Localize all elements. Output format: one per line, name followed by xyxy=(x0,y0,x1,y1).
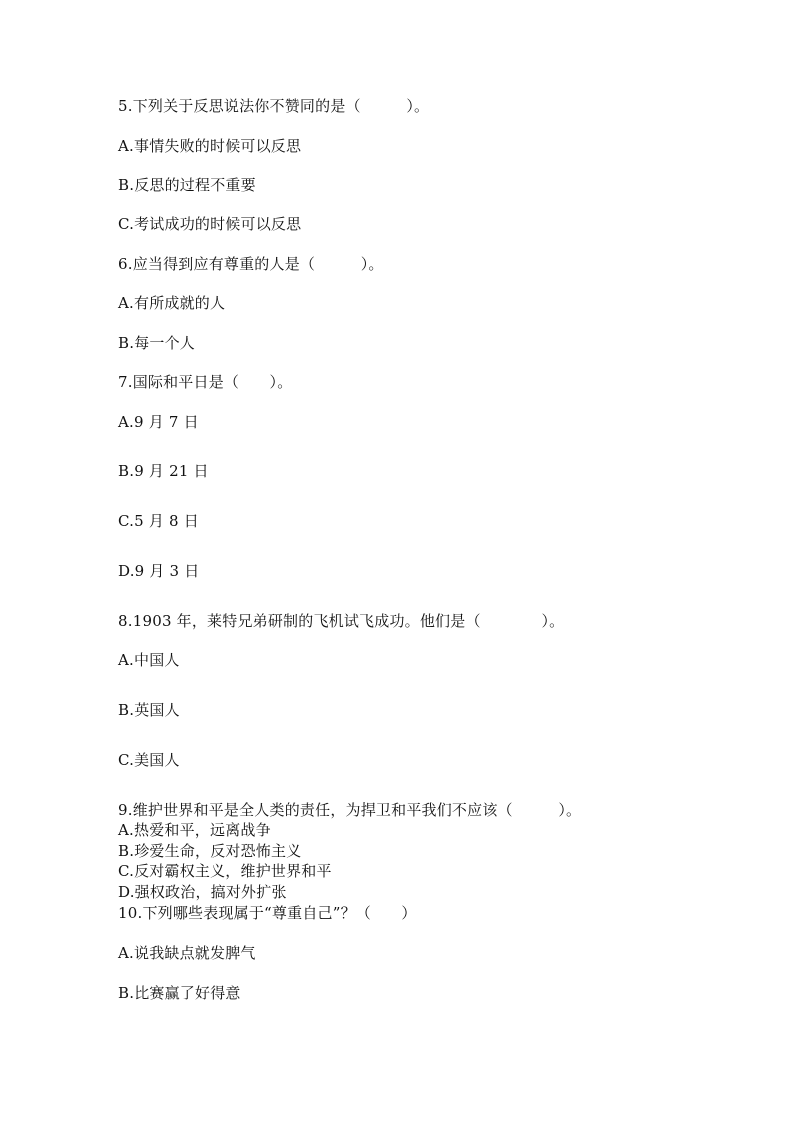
question-7-stem: 7.国际和平日是（ ）。 xyxy=(118,373,293,391)
question-9-option-b: B.珍爱生命，反对恐怖主义 xyxy=(118,842,302,860)
question-5-option-a: A.事情失败的时候可以反思 xyxy=(118,137,302,155)
question-5-stem: 5.下列关于反思说法你不赞同的是（ ）。 xyxy=(118,97,430,115)
question-8-stem: 8.1903 年，莱特兄弟研制的飞机试飞成功。他们是（ ）。 xyxy=(118,612,565,630)
question-9-option-a: A.热爱和平，远离战争 xyxy=(118,821,271,839)
question-6-option-b: B.每一个人 xyxy=(118,334,195,352)
question-9-option-d: D.强权政治，搞对外扩张 xyxy=(118,883,287,901)
question-6-option-a: A.有所成就的人 xyxy=(118,294,226,312)
question-7-option-d: D.9 月 3 日 xyxy=(118,562,200,580)
question-8-option-a: A.中国人 xyxy=(118,651,180,669)
question-9-stem: 9.维护世界和平是全人类的责任，为捍卫和平我们不应该（ ）。 xyxy=(118,801,582,819)
question-9-option-c: C.反对霸权主义，维护世界和平 xyxy=(118,862,332,880)
question-7-option-b: B.9 月 21 日 xyxy=(118,462,209,480)
question-5-option-b: B.反思的过程不重要 xyxy=(118,176,256,194)
question-7-option-c: C.5 月 8 日 xyxy=(118,512,199,530)
question-10-option-b: B.比赛赢了好得意 xyxy=(118,984,241,1002)
question-10-option-a: A.说我缺点就发脾气 xyxy=(118,944,256,962)
question-10-stem: 10.下列哪些表现属于“尊重自己”？（ ） xyxy=(118,904,417,922)
question-8-option-b: B.英国人 xyxy=(118,701,180,719)
question-6-stem: 6.应当得到应有尊重的人是（ ）。 xyxy=(118,255,384,273)
question-7-option-a: A.9 月 7 日 xyxy=(118,413,199,431)
question-5-option-c: C.考试成功的时候可以反思 xyxy=(118,215,302,233)
question-8-option-c: C.美国人 xyxy=(118,751,180,769)
